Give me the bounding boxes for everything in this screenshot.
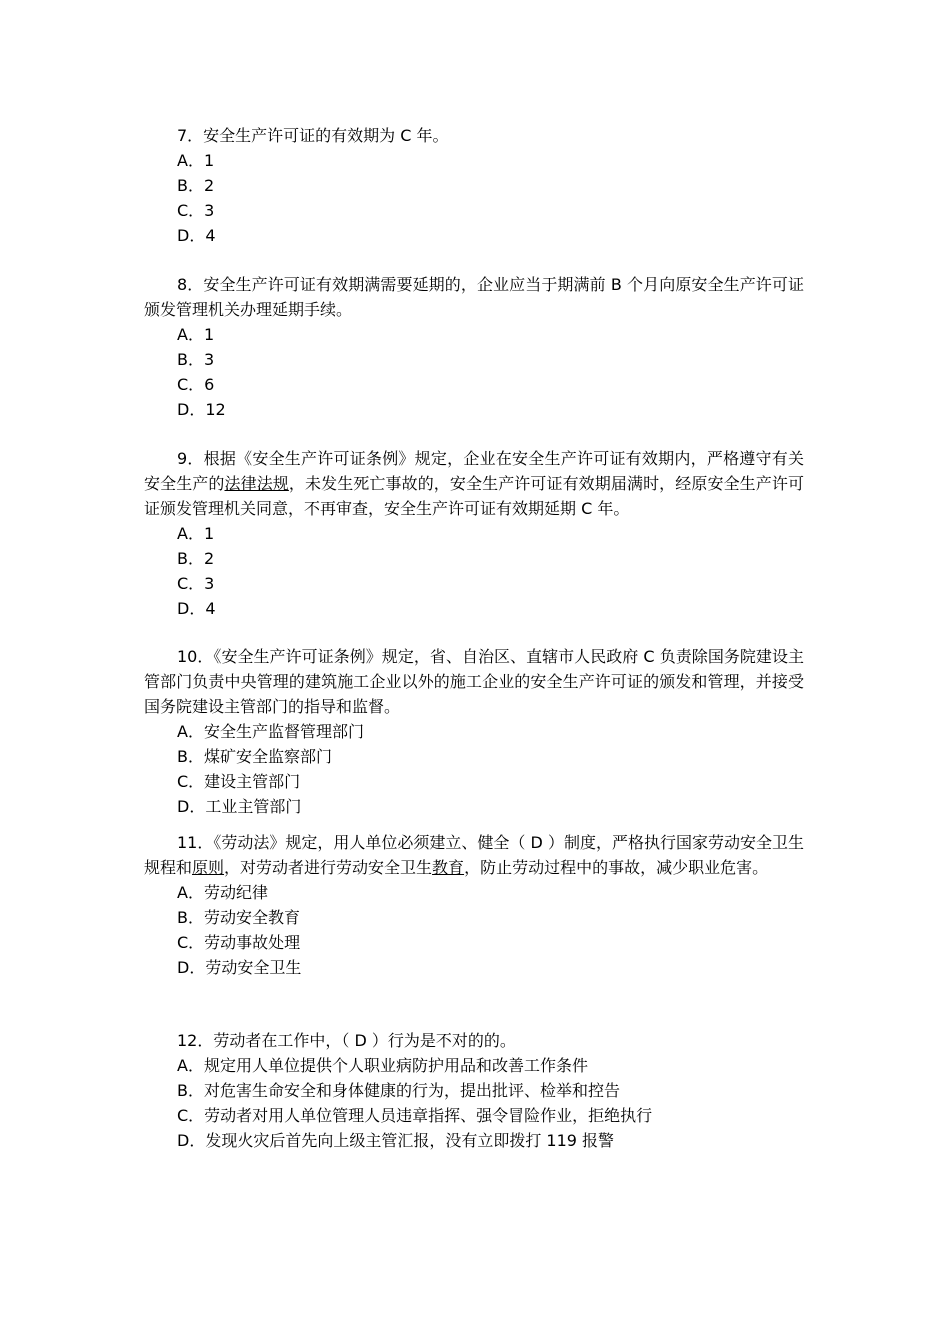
option-a: A．1 [177,524,215,543]
question-stem [144,446,804,521]
option-d: D．12 [177,400,226,419]
question-stem: 12．劳动者在工作中，（ D ）行为是不对的的。 [177,1031,516,1050]
stem-text: 9．根据《安全生产许可证条例》规定，企业在安全生产许可证有效期内，严格遵守有关安全生产的 [144,449,804,493]
question-stem: 10．《安全生产许可证条例》规定，省、自治区、直辖市人民政府 C 负责除国务院建设主管部门负责中央管理的建筑施工企业以外的施工企业的安全生产许可证的颁发和管理，并接受国务院建设主管部门的指导和监督。 [144,647,804,716]
question-10 [144,644,804,819]
stem-text: 11．《劳动法》规定，用人单位必须建立、健全（ D ）制度，严格执行国家劳动安全卫生规程和 [144,833,804,877]
option-c: C．6 [177,375,215,394]
question-12 [144,1028,804,1153]
option-c: C．劳动事故处理 [177,933,301,952]
option-d: D．4 [177,226,216,245]
option-a: A．劳动纪律 [177,883,268,902]
option-a: A．规定用人单位提供个人职业病防护用品和改善工作条件 [177,1056,588,1075]
underlined-term: 原则 [192,858,225,877]
option-c: C．劳动者对用人单位管理人员违章指挥、强令冒险作业，拒绝执行 [177,1106,653,1125]
question-11 [144,830,804,980]
question-stem: 8．安全生产许可证有效期满需要延期的，企业应当于期满前 B 个月向原安全生产许可证颁发管理机关办理延期手续。 [144,275,804,319]
option-b: B．2 [177,549,215,568]
question-7 [144,123,804,248]
option-b: B．对危害生命安全和身体健康的行为，提出批评、检举和控告 [177,1081,620,1100]
question-9 [144,446,804,621]
stem-text: ，对劳动者进行劳动安全卫生 [224,858,433,877]
option-b: B．劳动安全教育 [177,908,300,927]
option-b: B．煤矿安全监察部门 [177,747,332,766]
option-a: A．1 [177,325,215,344]
option-b: B．3 [177,350,215,369]
option-b: B．2 [177,176,215,195]
option-d: D．劳动安全卫生 [177,958,302,977]
stem-text: ，未发生死亡事故的，安全生产许可证有效期届满时，经原安全生产许可证颁发管理机关同意，不再审查，安全生产许可证有效期延期 C 年。 [144,474,804,518]
option-a: A．1 [177,151,215,170]
option-d: D．工业主管部门 [177,797,302,816]
stem-text: ，防止劳动过程中的事故，减少职业危害。 [464,858,769,877]
option-c: C．建设主管部门 [177,772,301,791]
underlined-term: 教育 [432,858,465,877]
option-c: C．3 [177,574,215,593]
option-c: C．3 [177,201,215,220]
question-8 [144,272,804,422]
underlined-term: 法律法规 [224,474,289,493]
question-stem: 7．安全生产许可证的有效期为 C 年。 [177,126,449,145]
option-d: D．4 [177,599,216,618]
option-d: D．发现火灾后首先向上级主管汇报，没有立即拨打 119 报警 [177,1131,615,1150]
option-a: A．安全生产监督管理部门 [177,722,364,741]
question-stem [144,830,804,880]
